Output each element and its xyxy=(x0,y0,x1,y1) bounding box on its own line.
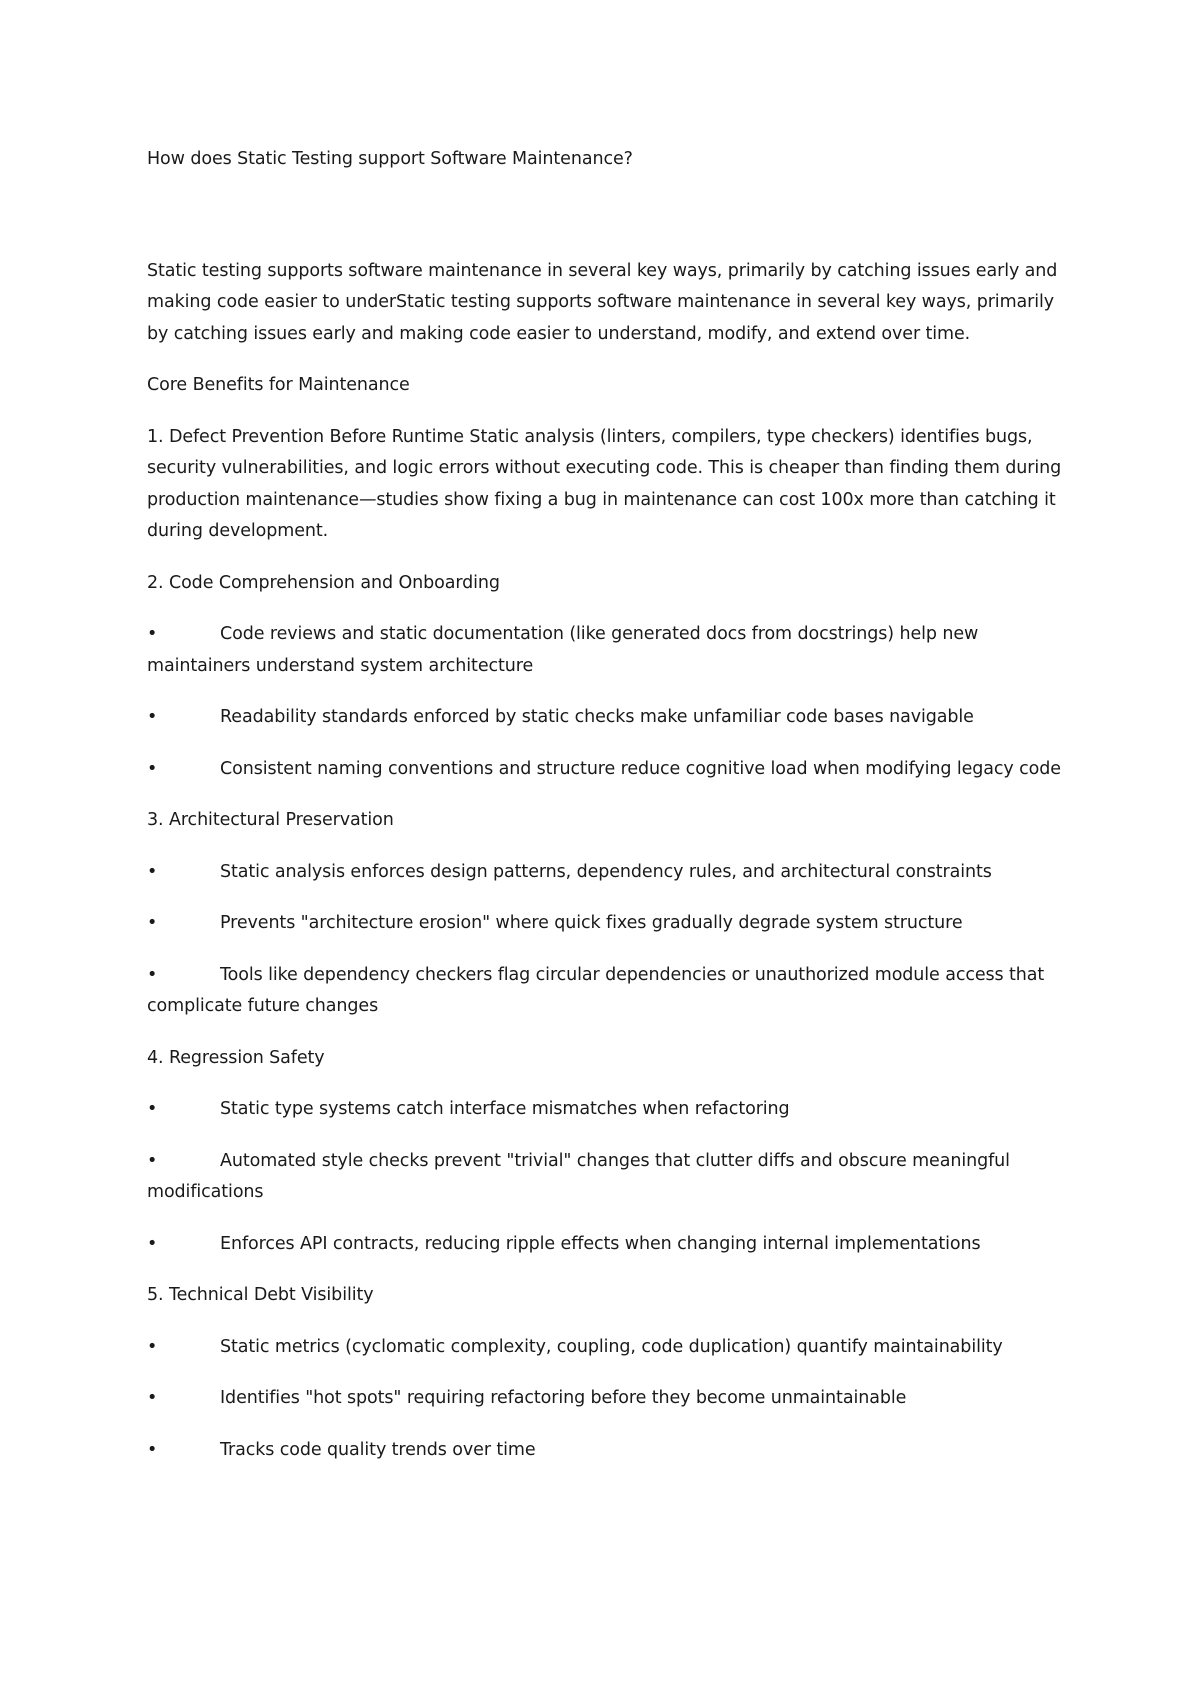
list-item-text: Readability standards enforced by static checks make unfamiliar code bases navigable xyxy=(220,707,974,727)
list-item-text: Enforces API contracts, reducing ripple effects when changing internal implementations xyxy=(220,1233,981,1254)
list-item xyxy=(147,960,1067,1023)
bullet-icon: • xyxy=(147,1150,158,1171)
list-item-text: Static analysis enforces design patterns, dependency rules, and architectural constraints xyxy=(220,861,992,882)
bullet-icon: • xyxy=(147,1439,158,1460)
list-item xyxy=(147,1094,1067,1126)
intro-paragraph: Static testing supports software maintenance in several key ways, primarily by catching issues early and making code easier to underStatic testing supports software maintenance in several key ways, primarily by catching issues early and making code easier to understand, modify, and extend over time. xyxy=(147,260,1058,344)
bullet-icon: • xyxy=(147,1388,158,1408)
list-item xyxy=(147,1332,1067,1364)
bullet-icon: • xyxy=(147,758,158,779)
document-body xyxy=(147,144,1067,1486)
bullet-icon: • xyxy=(147,913,158,933)
list-item-text: Tools like dependency checkers flag circular dependencies or unauthorized module access that complicate future changes xyxy=(147,964,1045,1016)
core-benefits-heading: Core Benefits for Maintenance xyxy=(147,375,410,395)
list-item-text: Code reviews and static documentation (like generated docs from docstrings) help new maintainers understand system architecture xyxy=(147,624,979,676)
list-item xyxy=(147,1435,1067,1467)
section-3-heading: 3. Architectural Preservation xyxy=(147,810,394,830)
list-item xyxy=(147,1146,1067,1209)
list-item-text: Identifies "hot spots" requiring refactoring before they become unmaintainable xyxy=(220,1388,907,1408)
list-item-text: Static type systems catch interface mismatches when refactoring xyxy=(220,1099,790,1119)
bullet-icon: • xyxy=(147,707,158,727)
list-item-text: Automated style checks prevent "trivial" changes that clutter diffs and obscure meaningful modifications xyxy=(147,1150,1010,1202)
bullet-icon: • xyxy=(147,1336,158,1357)
section-1-paragraph: 1. Defect Prevention Before Runtime Static analysis (linters, compilers, type checkers) identifies bugs, security vulnerabilities, and logic errors without executing code. This is cheaper than finding them during production maintenance—studies show fixing a bug in maintenance can cost 100x more than catching it during development. xyxy=(147,426,1062,541)
list-item xyxy=(147,619,1067,682)
bullet-icon: • xyxy=(147,861,158,882)
section-2-heading: 2. Code Comprehension and Onboarding xyxy=(147,572,500,593)
list-item xyxy=(147,702,1067,734)
list-item xyxy=(147,908,1067,940)
list-item xyxy=(147,1383,1067,1415)
bullet-icon: • xyxy=(147,1233,158,1254)
list-item xyxy=(147,754,1067,786)
list-item-text: Static metrics (cyclomatic complexity, coupling, code duplication) quantify maintainability xyxy=(220,1336,1003,1357)
section-4-heading: 4. Regression Safety xyxy=(147,1047,325,1068)
list-item-text: Prevents "architecture erosion" where quick fixes gradually degrade system structure xyxy=(220,913,963,933)
list-item-text: Tracks code quality trends over time xyxy=(220,1439,536,1460)
list-item-text: Consistent naming conventions and structure reduce cognitive load when modifying legacy code xyxy=(220,758,1061,779)
list-item xyxy=(147,1229,1067,1261)
section-5-heading: 5. Technical Debt Visibility xyxy=(147,1285,374,1305)
bullet-icon: • xyxy=(147,1099,158,1119)
bullet-icon: • xyxy=(147,964,158,985)
bullet-icon: • xyxy=(147,624,158,644)
list-item xyxy=(147,857,1067,889)
document-title: How does Static Testing support Software Maintenance? xyxy=(147,149,633,169)
